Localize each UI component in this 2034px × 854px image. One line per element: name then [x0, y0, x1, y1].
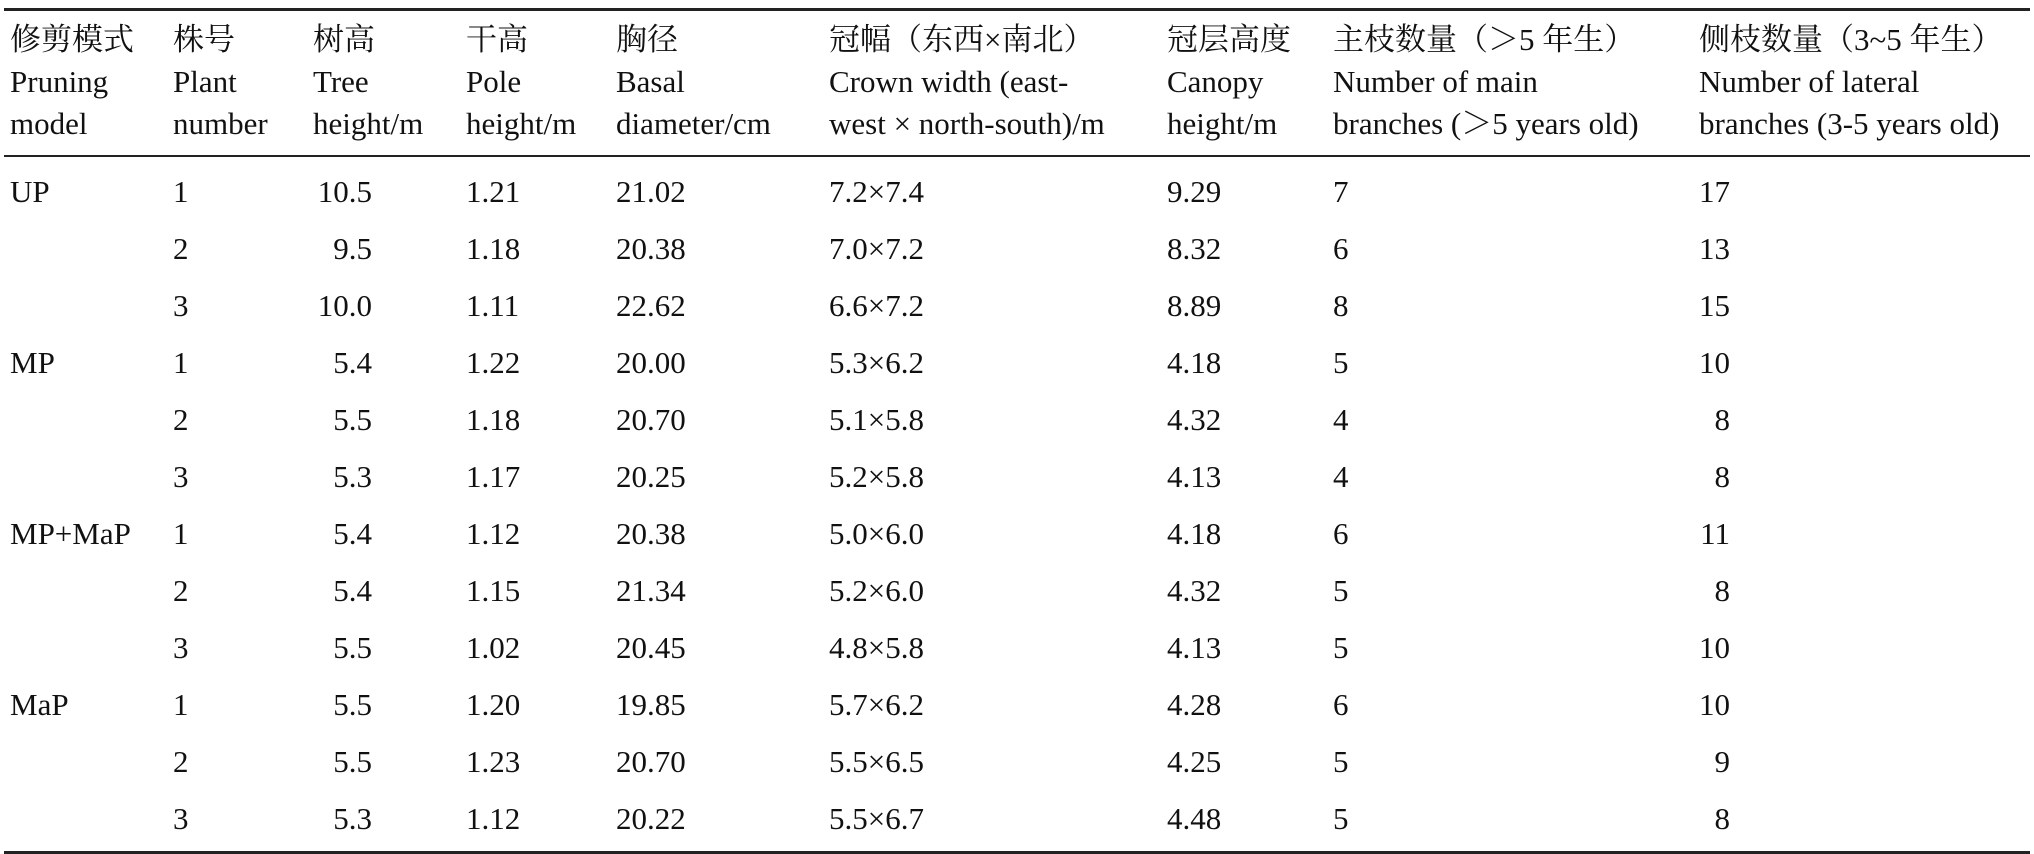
cell-canopy-height: 8.89 [1167, 288, 1222, 323]
cell-plant: 1 [173, 174, 189, 209]
cell-crown-width: 5.2×5.8 [829, 459, 924, 494]
cell-plant: 1 [173, 687, 189, 722]
cell-value: 9 [1714, 744, 1730, 779]
header-text-zh: 株号 [173, 22, 235, 57]
cell-value: 5.5 [333, 402, 372, 437]
table-row [4, 277, 2030, 334]
header-text-zh: 树高 [313, 22, 375, 57]
header-text-en1: Crown width (east- [829, 64, 1069, 99]
cell-canopy-height: 4.48 [1167, 801, 1222, 836]
cell-main-branches: 4 [1333, 402, 1349, 437]
cell-model [4, 391, 173, 448]
cell-value: 8 [1714, 402, 1730, 437]
cell-tree-height [313, 448, 466, 505]
header-text-en1: Number of lateral [1699, 64, 1920, 99]
cell-value: 8 [1714, 573, 1730, 608]
cell-value: 5.5 [333, 630, 372, 665]
cell-value: 9.5 [333, 231, 372, 266]
cell-value: 17 [1699, 174, 1730, 209]
cell-plant: 3 [173, 288, 189, 323]
cell-crown-width: 5.3×6.2 [829, 345, 924, 380]
header-text-zh: 修剪模式 [10, 22, 134, 57]
table-row [4, 733, 2030, 790]
header-text-en2: height/m [466, 106, 577, 141]
cell-model: MaP [10, 687, 69, 722]
cell-pole-height: 1.18 [466, 231, 521, 266]
cell-value: 8 [1714, 459, 1730, 494]
cell-value: 11 [1700, 516, 1730, 551]
table-row [4, 156, 2030, 220]
cell-canopy-height: 4.18 [1167, 516, 1222, 551]
column-header [829, 10, 1167, 157]
column-header [4, 10, 173, 157]
cell-crown-width: 6.6×7.2 [829, 288, 924, 323]
table-row [4, 448, 2030, 505]
cell-tree-height [313, 733, 466, 790]
cell-crown-width: 5.7×6.2 [829, 687, 924, 722]
cell-crown-width: 4.8×5.8 [829, 630, 924, 665]
header-text-en1: Pruning [10, 64, 109, 99]
table-row [4, 619, 2030, 676]
cell-tree-height [313, 505, 466, 562]
header-text-zh: 胸径 [616, 22, 678, 57]
cell-lateral-branches [1699, 448, 2030, 505]
cell-tree-height [313, 277, 466, 334]
cell-value: 10.5 [317, 174, 372, 209]
header-text-en1: Pole [466, 64, 522, 99]
header-text-zh: 冠幅（东西×南北） [829, 22, 1095, 57]
cell-basal-diameter: 20.22 [616, 801, 686, 836]
header-text-en2: height/m [313, 106, 424, 141]
cell-pole-height: 1.20 [466, 687, 521, 722]
cell-model [4, 790, 173, 853]
cell-basal-diameter: 20.70 [616, 744, 686, 779]
cell-value: 10.0 [317, 288, 372, 323]
cell-basal-diameter: 19.85 [616, 687, 686, 722]
table-row [4, 220, 2030, 277]
table-row [4, 334, 2030, 391]
cell-main-branches: 5 [1333, 801, 1349, 836]
cell-canopy-height: 9.29 [1167, 174, 1222, 209]
cell-plant: 1 [173, 516, 189, 551]
cell-lateral-branches [1699, 277, 2030, 334]
cell-plant: 1 [173, 345, 189, 380]
cell-crown-width: 5.5×6.7 [829, 801, 924, 836]
header-text-en1: Number of main [1333, 64, 1538, 99]
header-text-en2: branches (3-5 years old) [1699, 106, 2000, 141]
cell-crown-width: 5.2×6.0 [829, 573, 924, 608]
cell-value: 13 [1699, 231, 1730, 266]
cell-basal-diameter: 20.45 [616, 630, 686, 665]
cell-plant: 3 [173, 801, 189, 836]
cell-lateral-branches [1699, 562, 2030, 619]
cell-crown-width: 7.0×7.2 [829, 231, 924, 266]
header-text-en2: model [10, 106, 88, 141]
cell-value: 5.3 [333, 459, 372, 494]
cell-basal-diameter: 21.34 [616, 573, 686, 608]
cell-pole-height: 1.18 [466, 402, 521, 437]
cell-model [4, 448, 173, 505]
cell-lateral-branches [1699, 156, 2030, 220]
cell-plant: 2 [173, 231, 189, 266]
cell-value: 10 [1699, 630, 1730, 665]
header-row [4, 10, 2030, 157]
column-header [1699, 10, 2030, 157]
table-body [4, 156, 2030, 853]
cell-model [4, 220, 173, 277]
cell-main-branches: 6 [1333, 516, 1349, 551]
cell-canopy-height: 4.13 [1167, 459, 1222, 494]
cell-main-branches: 7 [1333, 174, 1349, 209]
cell-tree-height [313, 619, 466, 676]
cell-tree-height [313, 391, 466, 448]
column-header [466, 10, 616, 157]
cell-crown-width: 5.5×6.5 [829, 744, 924, 779]
cell-model [4, 619, 173, 676]
header-text-en2: west × north-south)/m [829, 106, 1105, 141]
column-header [1333, 10, 1699, 157]
header-text-en1: Canopy [1167, 64, 1264, 99]
cell-main-branches: 4 [1333, 459, 1349, 494]
cell-main-branches: 5 [1333, 630, 1349, 665]
cell-plant: 2 [173, 573, 189, 608]
cell-canopy-height: 8.32 [1167, 231, 1222, 266]
header-text-en1: Basal [616, 64, 685, 99]
cell-value: 8 [1714, 801, 1730, 836]
header-text-zh: 侧枝数量（3~5 年生） [1699, 22, 2003, 57]
cell-model: MP [10, 345, 55, 380]
cell-value: 10 [1699, 687, 1730, 722]
cell-canopy-height: 4.18 [1167, 345, 1222, 380]
cell-canopy-height: 4.32 [1167, 402, 1222, 437]
cell-model: UP [10, 174, 50, 209]
table-row [4, 562, 2030, 619]
cell-pole-height: 1.12 [466, 801, 521, 836]
cell-main-branches: 6 [1333, 231, 1349, 266]
header-text-en2: height/m [1167, 106, 1278, 141]
cell-basal-diameter: 21.02 [616, 174, 686, 209]
cell-pole-height: 1.17 [466, 459, 521, 494]
cell-basal-diameter: 20.25 [616, 459, 686, 494]
cell-canopy-height: 4.25 [1167, 744, 1222, 779]
cell-plant: 3 [173, 630, 189, 665]
cell-basal-diameter: 20.00 [616, 345, 686, 380]
cell-model [4, 562, 173, 619]
cell-tree-height [313, 676, 466, 733]
cell-tree-height [313, 790, 466, 853]
table-row [4, 790, 2030, 853]
cell-canopy-height: 4.32 [1167, 573, 1222, 608]
cell-value: 5.5 [333, 744, 372, 779]
cell-crown-width: 5.0×6.0 [829, 516, 924, 551]
header-text-zh: 主枝数量（＞5 年生） [1333, 22, 1636, 57]
cell-main-branches: 8 [1333, 288, 1349, 323]
cell-model [4, 277, 173, 334]
cell-lateral-branches [1699, 334, 2030, 391]
cell-crown-width: 5.1×5.8 [829, 402, 924, 437]
column-header [616, 10, 829, 157]
cell-main-branches: 5 [1333, 573, 1349, 608]
cell-tree-height [313, 334, 466, 391]
cell-basal-diameter: 22.62 [616, 288, 686, 323]
column-header [1167, 10, 1333, 157]
cell-canopy-height: 4.13 [1167, 630, 1222, 665]
cell-plant: 3 [173, 459, 189, 494]
table-row [4, 505, 2030, 562]
table-row [4, 676, 2030, 733]
cell-lateral-branches [1699, 391, 2030, 448]
cell-lateral-branches [1699, 676, 2030, 733]
header-text-zh: 干高 [466, 22, 528, 57]
cell-pole-height: 1.21 [466, 174, 521, 209]
cell-main-branches: 5 [1333, 345, 1349, 380]
cell-basal-diameter: 20.70 [616, 402, 686, 437]
cell-tree-height [313, 220, 466, 277]
cell-pole-height: 1.11 [466, 288, 520, 323]
header-text-en2: branches (＞5 years old) [1333, 106, 1639, 141]
cell-lateral-branches [1699, 733, 2030, 790]
header-text-en1: Plant [173, 64, 237, 99]
cell-value: 5.3 [333, 801, 372, 836]
cell-pole-height: 1.12 [466, 516, 521, 551]
cell-model [4, 733, 173, 790]
header-text-zh: 冠层高度 [1167, 22, 1291, 57]
cell-basal-diameter: 20.38 [616, 231, 686, 266]
cell-plant: 2 [173, 402, 189, 437]
cell-pole-height: 1.15 [466, 573, 521, 608]
cell-model: MP+MaP [10, 516, 131, 551]
header-text-en2: number [173, 106, 268, 141]
cell-tree-height [313, 156, 466, 220]
cell-basal-diameter: 20.38 [616, 516, 686, 551]
cell-plant: 2 [173, 744, 189, 779]
column-header [313, 10, 466, 157]
cell-value: 15 [1699, 288, 1730, 323]
cell-main-branches: 6 [1333, 687, 1349, 722]
cell-pole-height: 1.22 [466, 345, 521, 380]
cell-lateral-branches [1699, 505, 2030, 562]
pruning-data-table [4, 8, 2030, 854]
cell-lateral-branches [1699, 619, 2030, 676]
cell-lateral-branches [1699, 790, 2030, 853]
cell-value: 5.5 [333, 687, 372, 722]
header-text-en1: Tree [313, 64, 369, 99]
cell-canopy-height: 4.28 [1167, 687, 1222, 722]
cell-value: 5.4 [333, 573, 372, 608]
table-header [4, 10, 2030, 157]
cell-tree-height [313, 562, 466, 619]
cell-value: 5.4 [333, 516, 372, 551]
cell-crown-width: 7.2×7.4 [829, 174, 924, 209]
header-text-en2: diameter/cm [616, 106, 771, 141]
cell-value: 10 [1699, 345, 1730, 380]
column-header [173, 10, 313, 157]
table-row [4, 391, 2030, 448]
cell-lateral-branches [1699, 220, 2030, 277]
cell-main-branches: 5 [1333, 744, 1349, 779]
cell-pole-height: 1.23 [466, 744, 521, 779]
cell-value: 5.4 [333, 345, 372, 380]
cell-pole-height: 1.02 [466, 630, 521, 665]
